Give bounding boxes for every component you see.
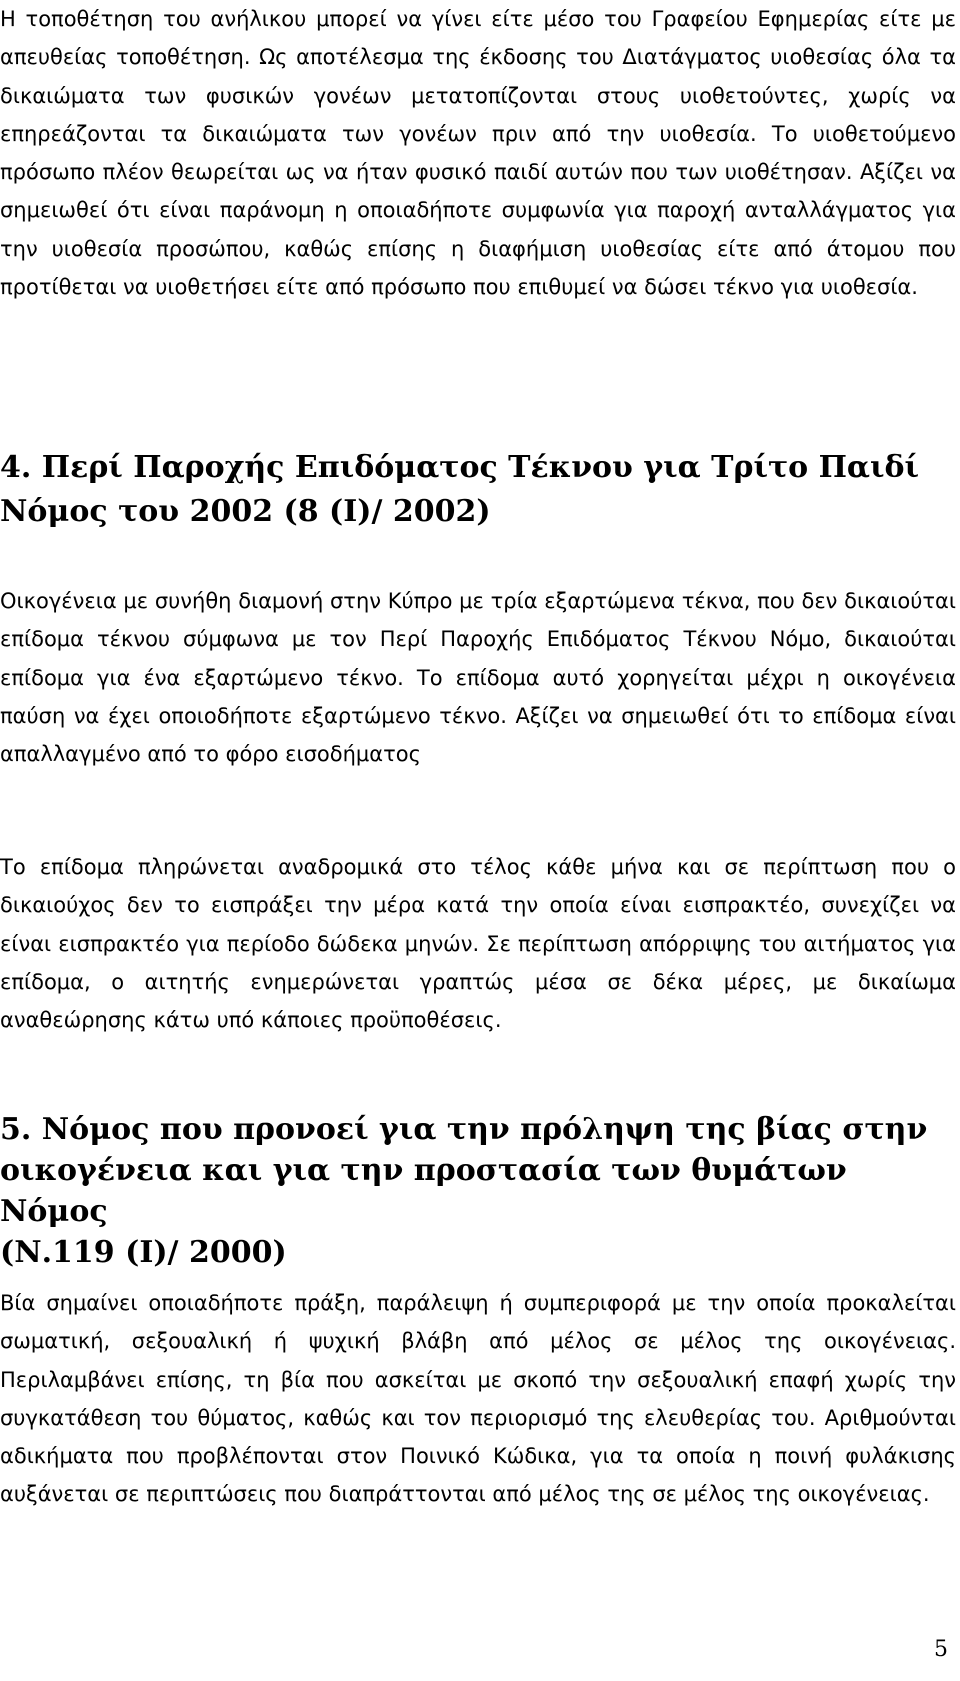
- section-4-heading-line-1: 4. Περί Παροχής Επιδόματος Τέκνου για Τρίτο Παιδί: [0, 450, 920, 485]
- section-5-heading: [0, 1109, 956, 1273]
- paragraph-adoption: Η τοποθέτηση του ανήλικου μπορεί να γίνει είτε μέσο του Γραφείου Εφημερίας είτε με απευθείας τοποθέτηση. Ως αποτέλεσμα της έκδοσης του Διατάγματος υιοθεσίας όλα τα δικαιώματα των φυσικών γονέων μετατοπίζονται στους υιοθετούντες, χωρίς να επηρεάζονται τα δικαιώματα των γονέων πριν από την υιοθεσία. Το υιοθετούμενο πρόσωπο πλέον θεωρείται ως να ήταν φυσικό παιδί αυτών που των υιοθέτησαν. Αξίζει να σημειωθεί ότι είναι παράνομη η οποιαδήποτε συμφωνία για παροχή ανταλλάγματος για την υιοθεσία προσώπου, καθώς επίσης η διαφήμιση υιοθεσίας είτε από άτομου που προτίθεται να υιοθετήσει είτε από πρόσωπο που επιθυμεί να δώσει τέκνο για υιοθεσία.: [0, 7, 956, 300]
- section-4-heading-line-2: Νόμος του 2002 (8 (Ι)/ 2002): [0, 494, 491, 529]
- section-5-heading-line-3: (Ν.119 (Ι)/ 2000): [0, 1235, 287, 1270]
- section-4-heading: [0, 446, 956, 534]
- page-number: 5: [934, 1637, 948, 1662]
- section-5-heading-line-1: 5. Νόμος που προνοεί για την πρόληψη της βίας στην: [0, 1112, 928, 1147]
- section-5-heading-line-2: οικογένεια και για την προστασία των θυμάτων Νόμος: [0, 1153, 847, 1229]
- paragraph-section-4-second: Το επίδομα πληρώνεται αναδρομικά στο τέλος κάθε μήνα και σε περίπτωση που ο δικαιούχος δεν το εισπράξει την μέρα κατά την οποία είναι εισπρακτέο, συνεχίζει να είναι εισπρακτέο για περίοδο δώδεκα μηνών. Σε περίπτωση απόρριψης του αιτήματος για επίδομα, ο αιτητής ενημερώνεται γραπτώς μέσα σε δέκα μέρες, με δικαίωμα αναθεώρησης κάτω υπό κάποιες προϋποθέσεις.: [0, 855, 956, 1033]
- paragraph-section-4-first: Οικογένεια με συνήθη διαμονή στην Κύπρο με τρία εξαρτώμενα τέκνα, που δεν δικαιούται επίδομα τέκνου σύμφωνα με τον Περί Παροχής Επιδόματος Τέκνου Νόμο, δικαιούται επίδομα για ένα εξαρτώμενο τέκνο. Το επίδομα αυτό χορηγείται μέχρι η οικογένεια παύση να έχει οποιοδήποτε εξαρτώμενο τέκνο. Αξίζει να σημειωθεί ότι το επίδομα είναι απαλλαγμένο από το φόρο εισοδήματος: [0, 589, 956, 767]
- paragraph-section-5: Βία σημαίνει οποιαδήποτε πράξη, παράλειψη ή συμπεριφορά με την οποία προκαλείται σωματική, σεξουαλική ή ψυχική βλάβη από μέλος σε μέλος της οικογένειας. Περιλαμβάνει επίσης, τη βία που ασκείται με σκοπό την σεξουαλική επαφή χωρίς την συγκατάθεση του θύματος, καθώς και τον περιορισμό της ελευθερίας του. Αριθμούνται αδικήματα που προβλέπονται στον Ποινικό Κώδικα, για τα οποία η ποινή φυλάκισης αυξάνεται σε περιπτώσεις που διαπράττονται από μέλος της σε μέλος της οικογένειας.: [0, 1291, 956, 1507]
